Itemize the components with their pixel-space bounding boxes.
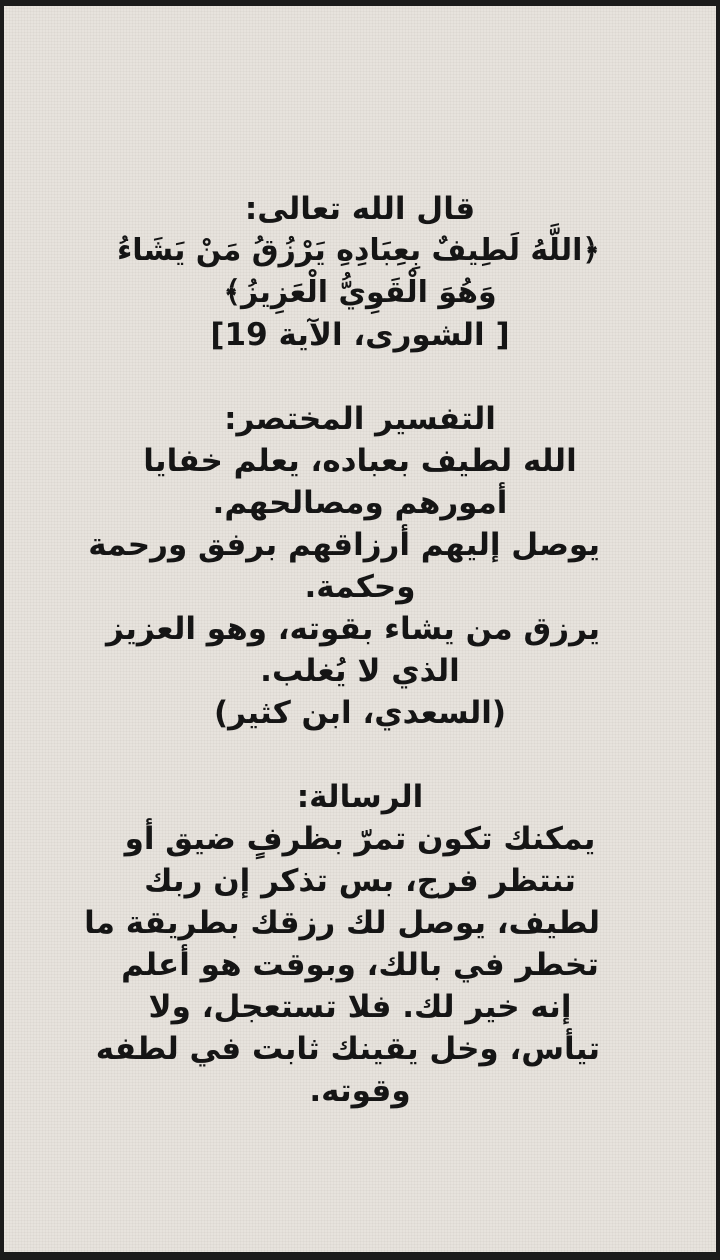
verse-reference: [ الشورى، الآية 19] xyxy=(210,317,510,353)
tafsir-heading: التفسير المختصر: xyxy=(224,401,496,437)
message-line: لطيف، يوصل لك رزقك بطريقة ما xyxy=(84,905,600,941)
tafsir-line: يرزق من يشاء بقوته، وهو العزيز xyxy=(106,611,600,647)
verse-section xyxy=(116,188,600,356)
message-line: وقوته. xyxy=(309,1073,411,1109)
message-line: إنه خير لك. فلا تستعجل، ولا xyxy=(148,989,572,1025)
bottom-frame-border xyxy=(0,1252,720,1260)
section-spacer xyxy=(120,356,600,398)
tafsir-source: (السعدي، ابن كثير) xyxy=(213,695,507,731)
left-frame-border xyxy=(0,0,4,1260)
tafsir-section xyxy=(88,398,600,734)
tafsir-line: وحكمة. xyxy=(304,569,416,605)
section-spacer xyxy=(120,734,600,776)
message-line: يمكنك تكون تمرّ بظرفٍ ضيق أو xyxy=(124,821,596,857)
verse-intro: قال الله تعالى: xyxy=(244,191,476,227)
message-line: تخطر في بالك، وبوقت هو أعلم xyxy=(121,947,599,983)
tafsir-line: يوصل إليهم أرزاقهم برفق ورحمة xyxy=(88,527,600,563)
verse-text-line-1: ﴿اللَّهُ لَطِيفٌ بِعِبَادِهِ يَرْزُقُ مَنْ يَشَاءُ xyxy=(116,233,600,268)
tafsir-line: الله لطيف بعباده، يعلم خفايا xyxy=(143,443,577,479)
message-heading: الرسالة: xyxy=(296,779,424,815)
verse-text-line-2: وَهُوَ الْقَوِيُّ الْعَزِيزُ﴾ xyxy=(223,275,497,310)
message-section xyxy=(84,776,600,1112)
top-frame-border xyxy=(0,0,720,6)
tafsir-line: أمورهم ومصالحهم. xyxy=(212,485,508,521)
post-text-block xyxy=(84,188,600,1112)
message-line: تنتظر فرج، بس تذكر إن ربك xyxy=(144,863,576,899)
right-frame-border xyxy=(716,0,720,1260)
message-line: تيأس، وخل يقينك ثابت في لطفه xyxy=(95,1031,600,1067)
tafsir-line: الذي لا يُغلب. xyxy=(260,653,460,689)
